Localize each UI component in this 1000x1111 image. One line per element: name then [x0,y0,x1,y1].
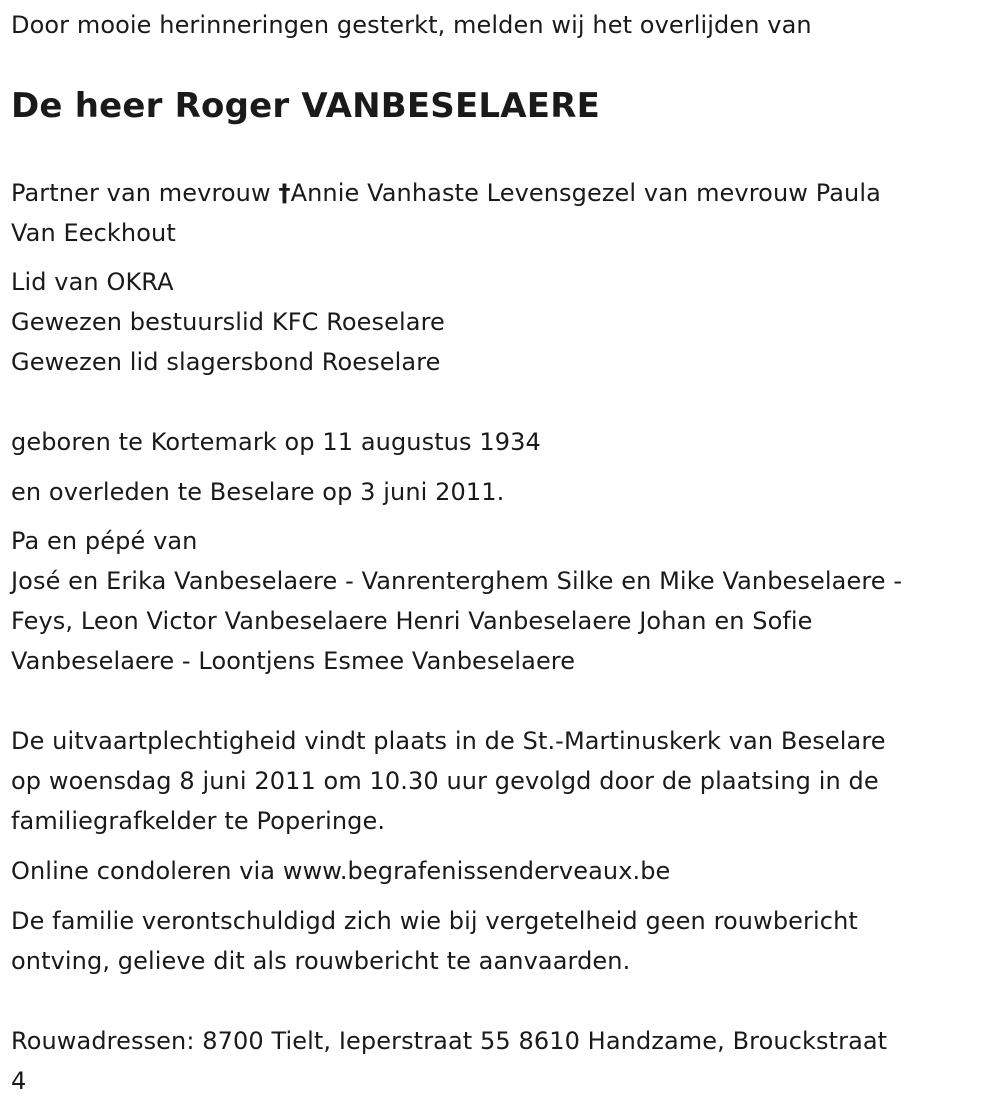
intro-text: Door mooie herinneringen gesterkt, melden wij het overlijden van [11,11,812,39]
partner-line [11,173,881,213]
family-line: Feys, Leon Victor Vanbeselaere Henri Vanbeselaere Johan en Sofie [11,607,813,635]
partner-prefix: Partner van mevrouw [11,179,279,207]
deceased-name: De heer Roger VANBESELAERE [11,86,601,126]
addresses-line: Rouwadressen: 8700 Tielt, Ieperstraat 55 8610 Handzame, Brouckstraat [11,1027,888,1055]
family-line: José en Erika Vanbeselaere - Vanrenterghem Silke en Mike Vanbeselaere - [11,567,903,595]
membership-kfc: Gewezen bestuurslid KFC Roeselare [11,308,445,336]
addresses-line: 4 [11,1067,27,1095]
partner-suffix: Annie Vanhaste Levensgezel van mevrouw Paula [290,179,881,207]
apology-line: De familie verontschuldigd zich wie bij vergetelheid geen rouwbericht [11,907,858,935]
membership-slagersbond: Gewezen lid slagersbond Roeselare [11,348,441,376]
funeral-line: op woensdag 8 juni 2011 om 10.30 uur gevolgd door de plaatsing in de [11,767,879,795]
family-line: Vanbeselaere - Loontjens Esmee Vanbeselaere [11,647,576,675]
family-heading: Pa en pépé van [11,527,198,555]
online-condolence: Online condoleren via www.begrafenissenderveaux.be [11,857,671,885]
membership-okra: Lid van OKRA [11,268,174,296]
apology-line: ontving, gelieve dit als rouwbericht te aanvaarden. [11,947,631,975]
death-info: en overleden te Beselare op 3 juni 2011. [11,478,505,506]
partner-line-2: Van Eeckhout [11,219,176,247]
birth-info: geboren te Kortemark op 11 augustus 1934 [11,428,541,456]
cross-icon: † [278,179,291,207]
funeral-line: De uitvaartplechtigheid vindt plaats in de St.-Martinuskerk van Beselare [11,727,886,755]
funeral-line: familiegrafkelder te Poperinge. [11,807,386,835]
